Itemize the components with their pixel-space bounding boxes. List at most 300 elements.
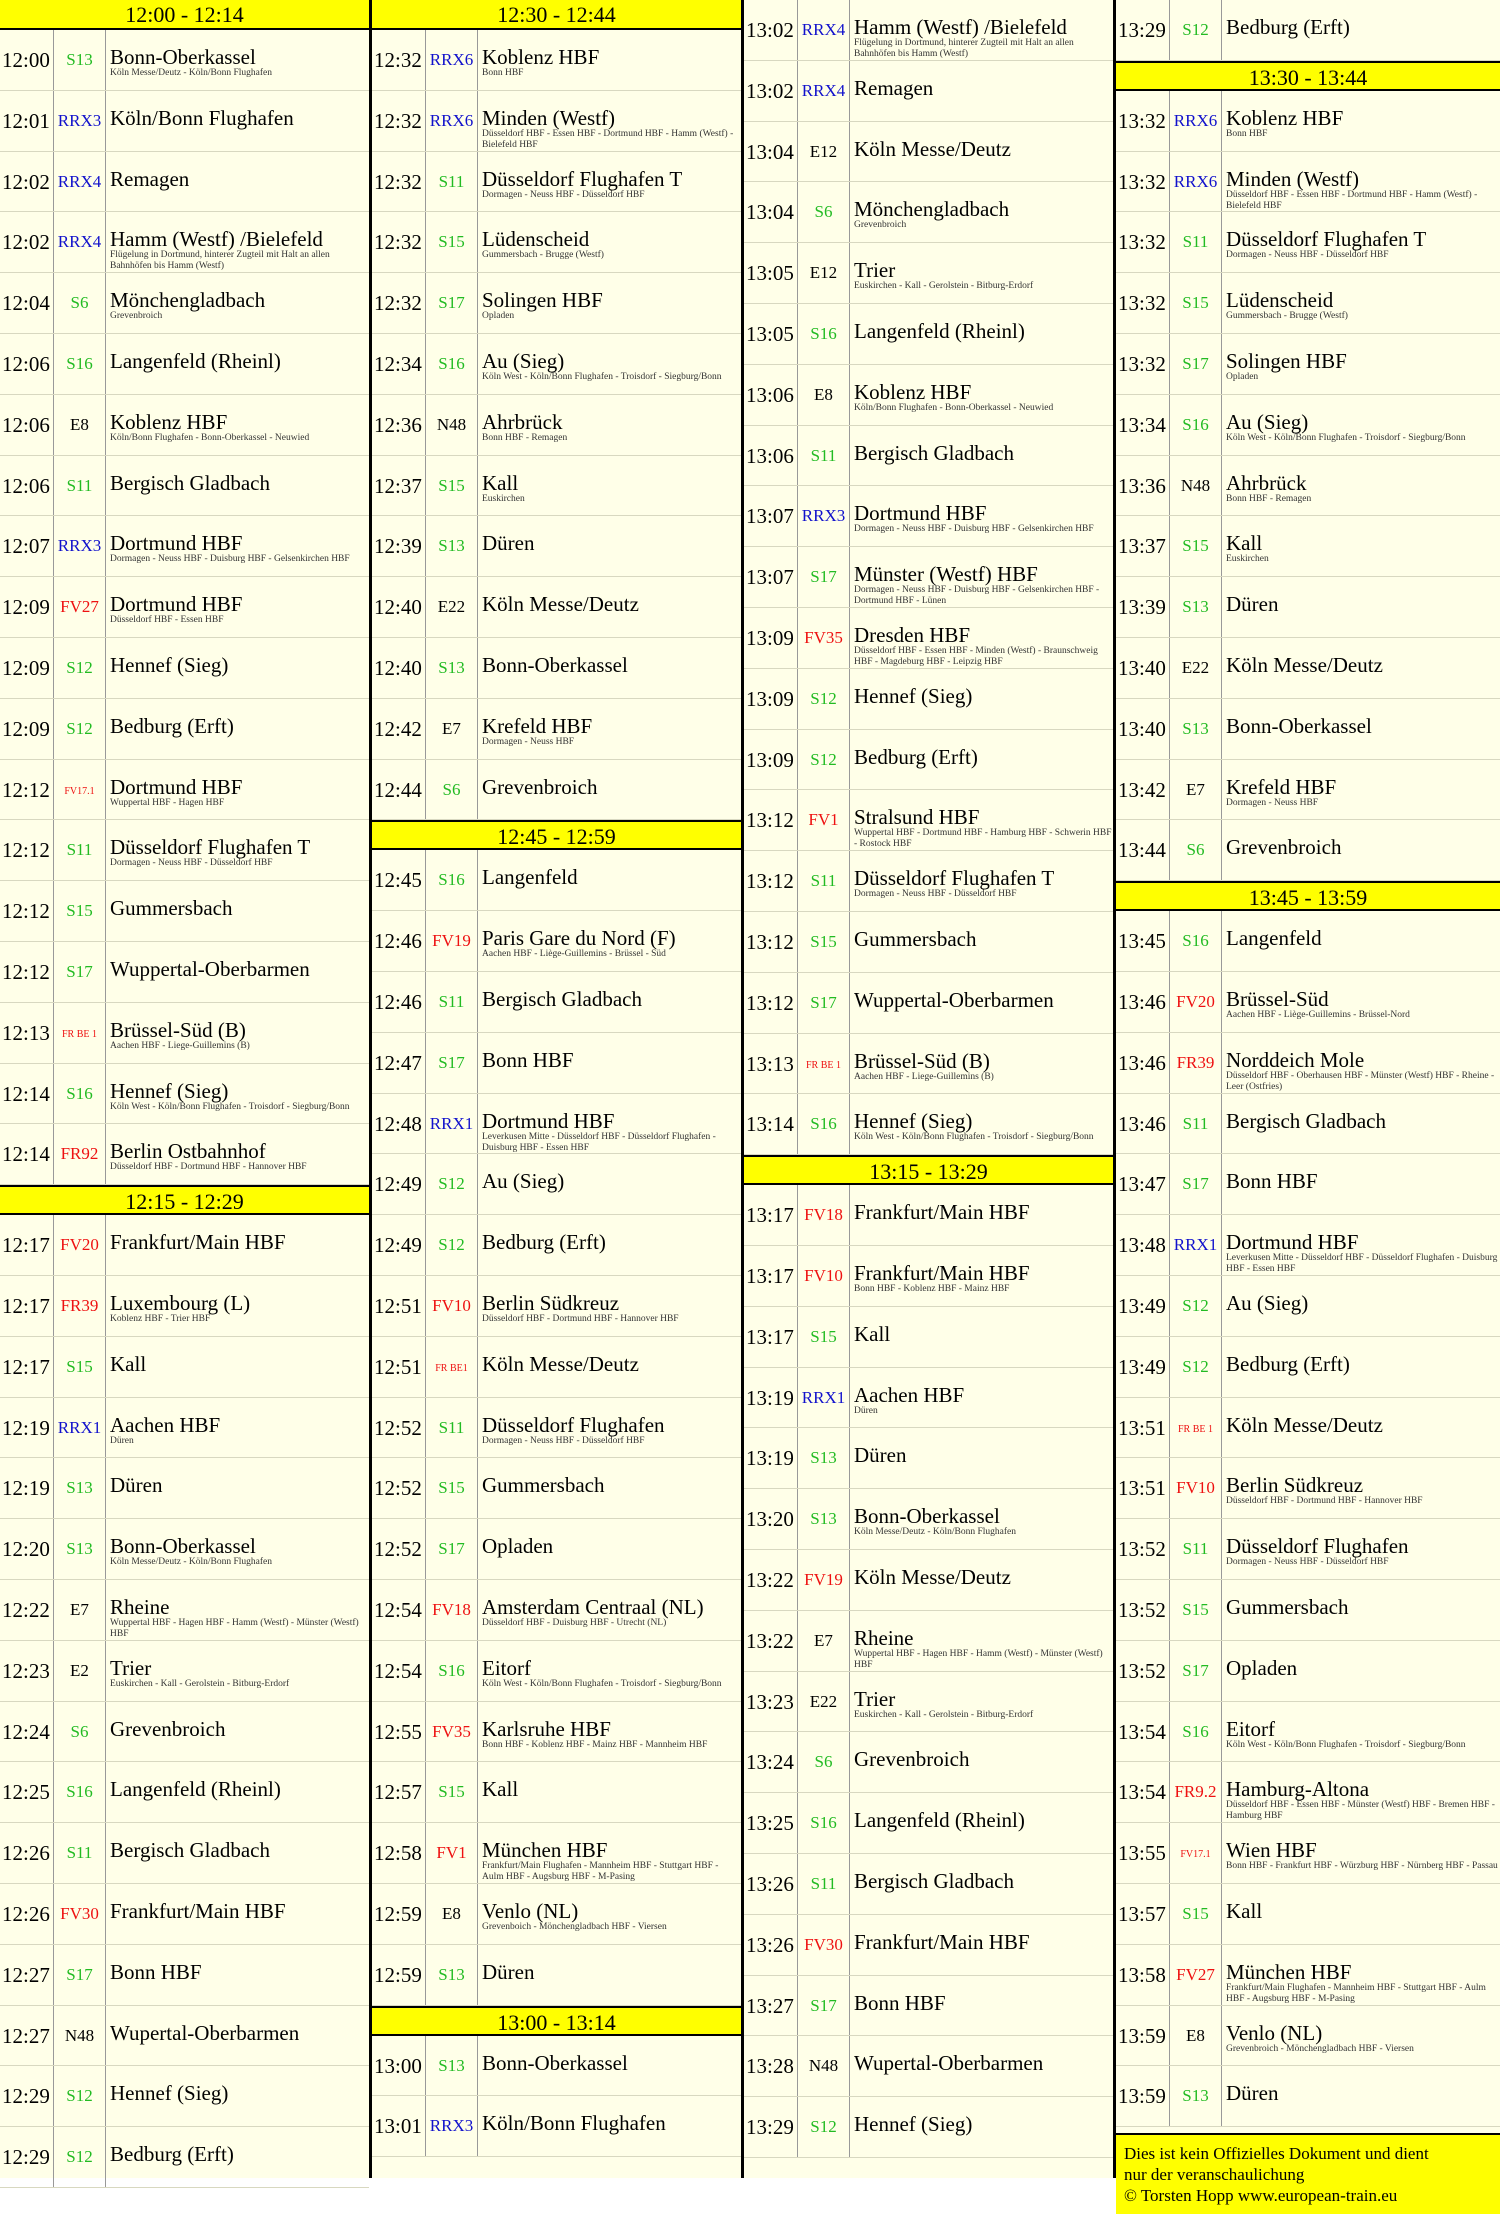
- departure-time: 13:54: [1116, 1762, 1170, 1822]
- destination: Langenfeld: [1226, 926, 1322, 951]
- departure-time: 12:52: [372, 1519, 426, 1579]
- line-badge: E22: [798, 1672, 850, 1732]
- destination-cell: [478, 2036, 741, 2096]
- line-badge: E12: [798, 122, 850, 182]
- departure-row: [744, 851, 1113, 912]
- departure-row: [372, 30, 741, 91]
- departure-time: 12:12: [0, 820, 54, 880]
- destination-cell: [478, 1276, 741, 1336]
- destination-cell: [1222, 1398, 1500, 1458]
- destination-cell: [478, 91, 741, 151]
- destination-cell: [1222, 972, 1500, 1032]
- departure-time: 13:22: [744, 1611, 798, 1671]
- destination-cell: [478, 334, 741, 394]
- destination-cell: [850, 1246, 1113, 1306]
- departure-time: 12:57: [372, 1762, 426, 1822]
- departure-time: 12:12: [0, 942, 54, 1002]
- departure-time: 13:17: [744, 1185, 798, 1245]
- via-stations: Gummersbach - Brugge (Westf): [482, 250, 604, 261]
- via-stations: Gummersbach - Brugge (Westf): [1226, 311, 1348, 322]
- departure-row: [744, 243, 1113, 304]
- destination: Au (Sieg): [482, 1169, 565, 1194]
- line-badge: S16: [798, 1793, 850, 1853]
- departure-row: [372, 516, 741, 577]
- departure-row: [372, 1702, 741, 1763]
- destination: Norddeich Mole: [1226, 1047, 1365, 1072]
- destination: Düsseldorf Flughafen T: [110, 835, 311, 860]
- via-stations: Leverkusen Mitte - Düsseldorf HBF - Düsseldorf Flughafen - Duisburg HBF - Essen HBF: [482, 1131, 716, 1153]
- destination: Brüssel-Süd (B): [854, 1048, 990, 1073]
- destination: Langenfeld (Rheinl): [854, 318, 1025, 343]
- time-block-header: 12:45 - 12:59: [372, 820, 741, 850]
- departure-time: 12:27: [0, 2006, 54, 2066]
- destination-cell: [850, 2036, 1113, 2096]
- departure-row: [372, 760, 741, 821]
- departure-row: [1116, 820, 1500, 881]
- destination-cell: [1222, 638, 1500, 698]
- departure-time: 13:52: [1116, 1580, 1170, 1640]
- via-stations: Grevenbroich: [854, 220, 907, 231]
- departure-row: [0, 1884, 369, 1945]
- destination: Bonn HBF: [110, 1959, 202, 1984]
- departure-time: 12:24: [0, 1702, 54, 1762]
- destination-cell: [106, 1519, 369, 1579]
- line-badge: S17: [1170, 1154, 1222, 1214]
- departure-time: 12:17: [0, 1215, 54, 1275]
- destination-cell: [1222, 820, 1500, 880]
- departure-time: 12:55: [372, 1702, 426, 1762]
- via-stations: Frankfurt/Main Flughafen - Mannheim HBF - Stuttgart HBF - Aulm HBF - Augsburg HBF - M-Pasing: [1226, 1982, 1486, 2004]
- departure-time: 12:14: [0, 1064, 54, 1124]
- departure-time: 13:19: [744, 1368, 798, 1428]
- via-stations: Köln Messe/Deutz - Köln/Bonn Flughafen: [854, 1527, 1017, 1538]
- line-badge: E7: [54, 1580, 106, 1640]
- line-badge: RRX1: [426, 1094, 478, 1154]
- line-badge: FR BE 1: [798, 1034, 850, 1094]
- departure-row: [1116, 1398, 1500, 1459]
- destination-cell: [478, 516, 741, 576]
- destination: Düsseldorf Flughafen T: [482, 166, 683, 191]
- destination-cell: [850, 182, 1113, 242]
- departure-time: 13:32: [1116, 334, 1170, 394]
- destination-cell: [1222, 911, 1500, 971]
- destination-cell: [850, 365, 1113, 425]
- destination: Aachen HBF: [110, 1412, 221, 1437]
- departure-row: [744, 547, 1113, 608]
- departure-time: 12:17: [0, 1337, 54, 1397]
- departure-time: 13:06: [744, 365, 798, 425]
- destination-cell: [106, 1884, 369, 1944]
- destination: Düren: [110, 1473, 163, 1498]
- departure-time: 12:04: [0, 273, 54, 333]
- departure-row: [1116, 2006, 1500, 2067]
- line-badge: S17: [798, 973, 850, 1033]
- departure-row: [744, 2036, 1113, 2097]
- departure-time: 12:32: [372, 152, 426, 212]
- destination-cell: [1222, 334, 1500, 394]
- destination-cell: [106, 273, 369, 333]
- line-badge: S16: [54, 1762, 106, 1822]
- destination-cell: [478, 699, 741, 759]
- destination-cell: [478, 1641, 741, 1701]
- departure-row: [0, 1580, 369, 1641]
- destination: Gummersbach: [482, 1473, 605, 1498]
- line-badge: S17: [798, 1976, 850, 2036]
- destination-cell: [850, 1854, 1113, 1914]
- destination: Dortmund HBF: [854, 501, 987, 526]
- line-badge: E7: [1170, 760, 1222, 820]
- line-badge: S12: [54, 699, 106, 759]
- via-stations: Euskirchen: [1226, 554, 1269, 565]
- destination: Langenfeld (Rheinl): [110, 348, 281, 373]
- line-badge: FR BE1: [426, 1337, 478, 1397]
- departure-time: 12:45: [372, 850, 426, 910]
- departure-row: [1116, 516, 1500, 577]
- departure-row: [372, 1276, 741, 1337]
- destination: Düren: [1226, 592, 1279, 617]
- destination-cell: [1222, 91, 1500, 151]
- destination-cell: [1222, 273, 1500, 333]
- line-badge: S11: [1170, 1519, 1222, 1579]
- departure-row: [744, 1428, 1113, 1489]
- via-stations: Bonn HBF: [482, 68, 524, 78]
- line-badge: E2: [54, 1641, 106, 1701]
- departure-row: [0, 456, 369, 517]
- destination-cell: [1222, 456, 1500, 516]
- departure-row: [372, 1823, 741, 1884]
- departure-time: 12:48: [372, 1094, 426, 1154]
- destination: Dortmund HBF: [110, 774, 243, 799]
- departure-time: 12:20: [0, 1519, 54, 1579]
- departure-row: [0, 1641, 369, 1702]
- destination-cell: [106, 1945, 369, 2005]
- destination-cell: [850, 730, 1113, 790]
- departure-time: 13:02: [744, 0, 798, 60]
- timetable-column: [0, 0, 372, 2178]
- destination: Berlin Südkreuz: [1226, 1473, 1364, 1498]
- departure-row: [744, 1550, 1113, 1611]
- destination-cell: [106, 1702, 369, 1762]
- destination: Hamm (Westf) /Bielefeld: [110, 227, 323, 252]
- via-stations: Bonn HBF - Koblenz HBF - Mainz HBF - Mannheim HBF: [482, 1739, 708, 1750]
- destination-cell: [106, 760, 369, 820]
- departure-time: 13:26: [744, 1854, 798, 1914]
- destination-cell: [850, 486, 1113, 546]
- disclaimer-note: [1116, 2133, 1500, 2214]
- destination-cell: [106, 30, 369, 90]
- departure-row: [1116, 1519, 1500, 1580]
- timetable-column: [1116, 0, 1500, 2206]
- departure-time: 12:09: [0, 577, 54, 637]
- destination-cell: [850, 1793, 1113, 1853]
- destination-cell: [106, 1762, 369, 1822]
- via-stations: Dormagen - Neuss HBF - Duisburg HBF - Gelsenkirchen HBF - Dortmund HBF - Lünen: [854, 585, 1100, 607]
- destination-cell: [478, 1823, 741, 1883]
- destination: Köln/Bonn Flughafen: [482, 2111, 666, 2136]
- destination: Au (Sieg): [1226, 409, 1309, 434]
- departure-time: 12:01: [0, 91, 54, 151]
- line-badge: FV18: [798, 1185, 850, 1245]
- departure-row: [0, 395, 369, 456]
- destination: Krefeld HBF: [1226, 774, 1337, 799]
- destination-cell: [1222, 1702, 1500, 1762]
- departure-time: 12:54: [372, 1641, 426, 1701]
- destination: Mönchengladbach: [110, 288, 266, 313]
- departure-row: [372, 1580, 741, 1641]
- destination-cell: [106, 699, 369, 759]
- line-badge: FV18: [426, 1580, 478, 1640]
- destination-cell: [850, 608, 1113, 668]
- departure-row: [372, 1154, 741, 1215]
- destination-cell: [478, 577, 741, 637]
- departure-time: 13:09: [744, 608, 798, 668]
- departure-row: [372, 1458, 741, 1519]
- via-stations: Köln/Bonn Flughafen - Bonn-Oberkassel - Neuwied: [854, 402, 1054, 413]
- destination: Frankfurt/Main HBF: [854, 1260, 1030, 1285]
- destination: Koblenz HBF: [482, 45, 600, 69]
- line-badge: S12: [426, 1154, 478, 1214]
- time-block-header: 13:45 - 13:59: [1116, 881, 1500, 911]
- destination-cell: [478, 638, 741, 698]
- line-badge: E22: [1170, 638, 1222, 698]
- via-stations: Köln West - Köln/Bonn Flughafen - Troisdorf - Siegburg/Bonn: [1226, 1739, 1466, 1750]
- departure-row: [372, 577, 741, 638]
- via-stations: Dormagen - Neuss HBF - Düsseldorf HBF: [110, 858, 273, 869]
- departure-time: 13:05: [744, 243, 798, 303]
- destination: Grevenbroich: [1226, 835, 1342, 860]
- departure-time: 13:52: [1116, 1641, 1170, 1701]
- via-stations: Aachen HBF - Liege-Guillemins (B): [854, 1071, 994, 1082]
- line-badge: S11: [54, 820, 106, 880]
- departure-time: 12:52: [372, 1458, 426, 1518]
- via-stations: Wuppertal HBF - Dortmund HBF - Hamburg HBF - Schwerin HBF - Rostock HBF: [854, 828, 1112, 850]
- destination-cell: [106, 1215, 369, 1275]
- departure-time: 13:51: [1116, 1458, 1170, 1518]
- line-badge: FV17.1: [54, 760, 106, 820]
- departure-row: [744, 486, 1113, 547]
- departure-time: 12:54: [372, 1580, 426, 1640]
- via-stations: Dormagen - Neuss HBF - Düsseldorf HBF: [1226, 250, 1389, 261]
- destination-cell: [1222, 760, 1500, 820]
- departure-time: 12:32: [372, 212, 426, 272]
- departure-time: 13:19: [744, 1428, 798, 1488]
- destination-cell: [850, 122, 1113, 182]
- destination-cell: [478, 1458, 741, 1518]
- destination: Düsseldorf Flughafen: [1226, 1534, 1409, 1559]
- destination: Eitorf: [1226, 1716, 1275, 1741]
- destination-cell: [850, 1428, 1113, 1488]
- departure-row: [744, 122, 1113, 183]
- line-badge: S16: [1170, 911, 1222, 971]
- destination: Bonn-Oberkassel: [854, 1504, 1000, 1529]
- departure-time: 12:47: [372, 1033, 426, 1093]
- destination-cell: [1222, 516, 1500, 576]
- departure-row: [1116, 1337, 1500, 1398]
- destination: Eitorf: [482, 1655, 531, 1680]
- line-badge: S11: [426, 972, 478, 1032]
- departure-time: 13:05: [744, 304, 798, 364]
- departure-time: 12:14: [0, 1124, 54, 1184]
- via-stations: Wuppertal HBF - Hagen HBF - Hamm (Westf) - Münster (Westf) HBF: [110, 1617, 359, 1639]
- destination: Bonn HBF: [482, 1047, 574, 1072]
- destination-cell: [106, 395, 369, 455]
- destination: Düsseldorf Flughafen T: [1226, 227, 1427, 252]
- departure-row: [372, 395, 741, 456]
- line-badge: FV27: [1170, 1945, 1222, 2005]
- via-stations: Düsseldorf HBF - Dortmund HBF - Hannover HBF: [110, 1162, 307, 1173]
- departure-time: 13:49: [1116, 1276, 1170, 1336]
- departure-row: [372, 1398, 741, 1459]
- destination: Dresden HBF: [854, 622, 971, 647]
- line-badge: FR9.2: [1170, 1762, 1222, 1822]
- destination: Grevenbroich: [854, 1747, 970, 1772]
- destination: Bergisch Gladbach: [854, 1868, 1014, 1893]
- line-badge: S11: [1170, 212, 1222, 272]
- departure-time: 13:59: [1116, 2006, 1170, 2066]
- destination: Venlo (NL): [1226, 2020, 1323, 2045]
- destination-cell: [850, 790, 1113, 850]
- destination: Kall: [110, 1351, 147, 1376]
- destination-cell: [1222, 2006, 1500, 2066]
- departure-time: 13:58: [1116, 1945, 1170, 2005]
- destination-cell: [850, 669, 1113, 729]
- departure-row: [1116, 1641, 1500, 1702]
- via-stations: Grevenbroich - Mönchengladbach HBF - Viersen: [1226, 2043, 1414, 2054]
- destination-cell: [850, 2097, 1113, 2157]
- destination-cell: [1222, 395, 1500, 455]
- departure-row: [1116, 1094, 1500, 1155]
- via-stations: Düsseldorf HBF - Dortmund HBF - Hannover HBF: [1226, 1496, 1423, 1507]
- destination-cell: [1222, 1519, 1500, 1579]
- departure-row: [744, 1611, 1113, 1672]
- departure-time: 13:59: [1116, 2066, 1170, 2126]
- timetable-column: [372, 0, 744, 2178]
- destination: Hamm (Westf) /Bielefeld: [854, 15, 1067, 39]
- departure-row: [1116, 273, 1500, 334]
- via-stations: Köln West - Köln/Bonn Flughafen - Troisdorf - Siegburg/Bonn: [482, 1678, 722, 1689]
- line-badge: RRX4: [798, 61, 850, 121]
- departure-row: [372, 1519, 741, 1580]
- destination: Kall: [482, 470, 519, 495]
- destination-cell: [106, 577, 369, 637]
- destination: Stralsund HBF: [854, 805, 980, 830]
- destination: Gummersbach: [110, 896, 233, 921]
- via-stations: Aachen HBF - Liège-Guillemins - Brüssel - Süd: [482, 949, 666, 960]
- line-badge: FV35: [426, 1702, 478, 1762]
- destination: Rheine: [110, 1594, 170, 1619]
- departure-row: [372, 699, 741, 760]
- line-badge: E8: [1170, 2006, 1222, 2066]
- departure-row: [372, 850, 741, 911]
- departure-time: 13:47: [1116, 1154, 1170, 1214]
- via-stations: Düsseldorf HBF - Duisburg HBF - Utrecht (NL): [482, 1617, 667, 1628]
- departure-row: [0, 942, 369, 1003]
- departure-time: 12:34: [372, 334, 426, 394]
- line-badge: FV10: [798, 1246, 850, 1306]
- destination-cell: [850, 1094, 1113, 1154]
- destination-cell: [850, 851, 1113, 911]
- departure-time: 13:04: [744, 122, 798, 182]
- destination: Köln Messe/Deutz: [1226, 1412, 1383, 1437]
- departure-time: 13:32: [1116, 152, 1170, 212]
- departure-row: [1116, 1762, 1500, 1823]
- via-stations: Düsseldorf HBF - Essen HBF - Münster (Westf) HBF - Bremen HBF - Hamburg HBF: [1226, 1800, 1495, 1822]
- line-badge: S11: [54, 1823, 106, 1883]
- destination: Wuppertal-Oberbarmen: [110, 956, 310, 981]
- destination-cell: [850, 1732, 1113, 1792]
- departure-row: [0, 1064, 369, 1125]
- via-stations: Köln West - Köln/Bonn Flughafen - Troisdorf - Siegburg/Bonn: [482, 371, 722, 382]
- line-badge: E8: [54, 395, 106, 455]
- line-badge: S17: [426, 1519, 478, 1579]
- line-badge: S13: [426, 1945, 478, 2005]
- line-badge: RRX4: [54, 212, 106, 272]
- destination-cell: [1222, 0, 1500, 60]
- line-badge: S12: [54, 2127, 106, 2187]
- departure-row: [0, 334, 369, 395]
- destination-cell: [478, 152, 741, 212]
- line-badge: FV30: [54, 1884, 106, 1944]
- via-stations: Bonn HBF - Frankfurt HBF - Würzburg HBF - Nürnberg HBF - Passau: [1226, 1861, 1498, 1872]
- line-badge: S13: [426, 638, 478, 698]
- line-badge: S15: [1170, 516, 1222, 576]
- departure-row: [744, 1489, 1113, 1550]
- departure-row: [372, 212, 741, 273]
- destination: Düsseldorf Flughafen: [482, 1412, 665, 1437]
- line-badge: S11: [54, 456, 106, 516]
- line-badge: S13: [426, 2036, 478, 2096]
- destination-cell: [850, 426, 1113, 486]
- destination-cell: [478, 1762, 741, 1822]
- destination-cell: [850, 973, 1113, 1033]
- destination: Grevenbroich: [110, 1716, 226, 1741]
- departure-row: [744, 1094, 1113, 1155]
- destination: Minden (Westf): [482, 105, 616, 130]
- departure-time: 12:26: [0, 1884, 54, 1944]
- destination-cell: [106, 1823, 369, 1883]
- line-badge: S12: [54, 638, 106, 698]
- via-stations: Grevenboich - Mönchengladbach HBF - Viersen: [482, 1921, 667, 1932]
- departure-row: [0, 1702, 369, 1763]
- destination: Brüssel-Süd (B): [110, 1017, 246, 1042]
- destination: Kall: [1226, 1898, 1263, 1923]
- departure-time: 13:14: [744, 1094, 798, 1154]
- via-stations: Opladen: [482, 311, 515, 322]
- destination-cell: [850, 243, 1113, 303]
- departure-time: 12:25: [0, 1762, 54, 1822]
- departure-row: [0, 1124, 369, 1185]
- departure-row: [1116, 2066, 1500, 2127]
- departure-time: 12:44: [372, 760, 426, 820]
- destination: Bonn HBF: [854, 1990, 946, 2015]
- departure-time: 12:23: [0, 1641, 54, 1701]
- departure-row: [1116, 395, 1500, 456]
- departure-row: [0, 1003, 369, 1064]
- line-badge: S15: [426, 456, 478, 516]
- destination: Frankfurt/Main HBF: [110, 1898, 286, 1923]
- destination: Opladen: [482, 1534, 554, 1559]
- destination: Bonn-Oberkassel: [1226, 713, 1372, 738]
- time-block-header: 12:30 - 12:44: [372, 0, 741, 30]
- departure-row: [1116, 212, 1500, 273]
- departure-time: 13:07: [744, 486, 798, 546]
- departure-row: [744, 1915, 1113, 1976]
- line-badge: S16: [798, 1094, 850, 1154]
- destination-cell: [850, 1034, 1113, 1094]
- destination: München HBF: [1226, 1959, 1352, 1984]
- time-block-header: 13:00 - 13:14: [372, 2006, 741, 2036]
- departure-row: [744, 1246, 1113, 1307]
